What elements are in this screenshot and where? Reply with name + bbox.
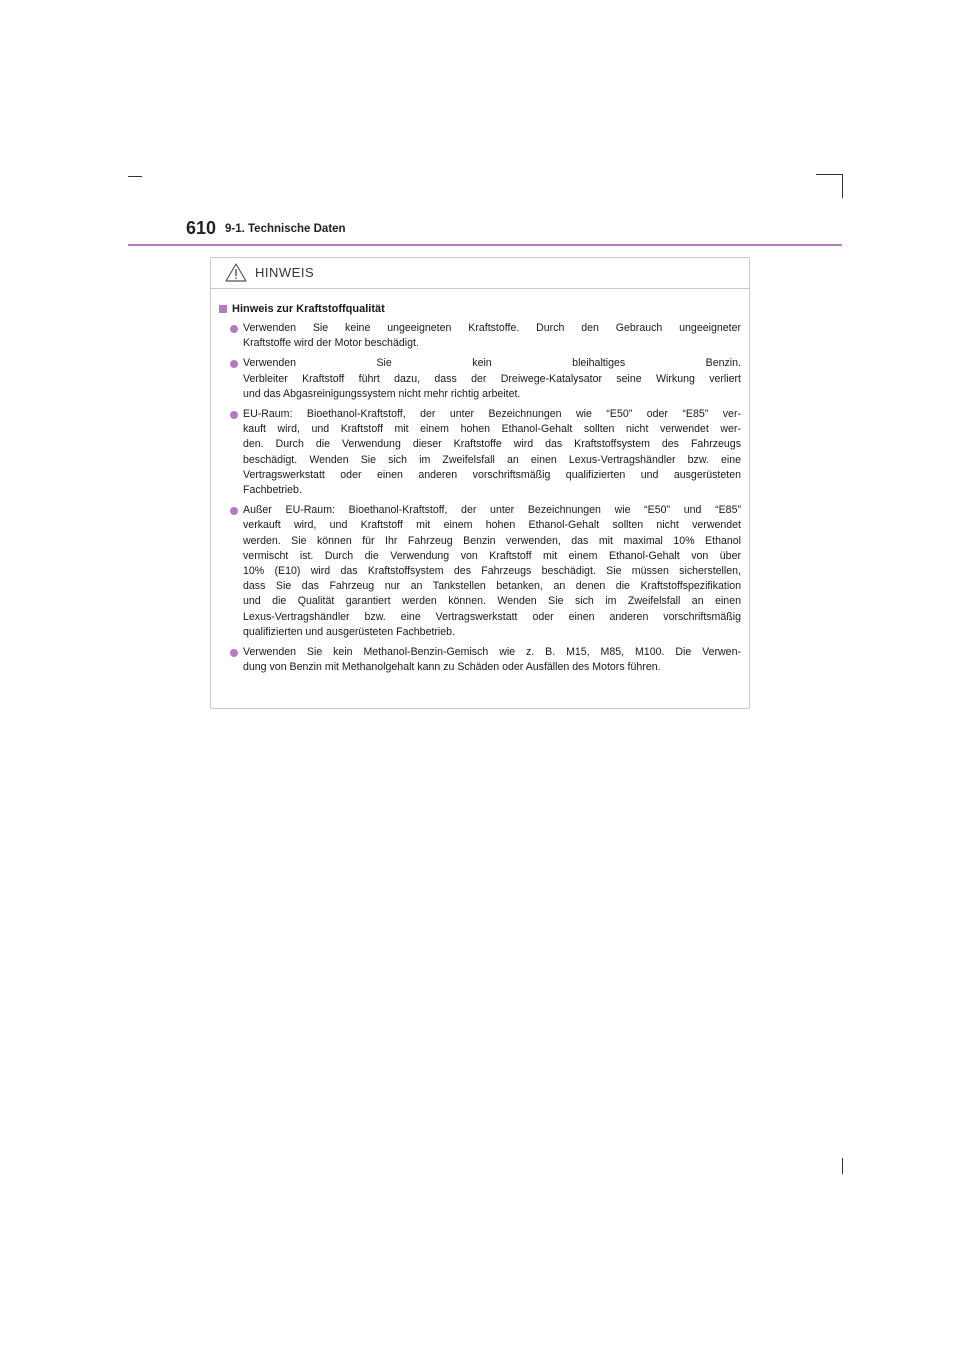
notice-title: HINWEIS bbox=[255, 265, 315, 280]
bullet-text-line: Verbleiter Kraftstoff führt dazu, dass der Dreiwege-Katalysator seine Wirkung verliert bbox=[243, 372, 741, 385]
section-title: 9-1. Technische Daten bbox=[225, 223, 346, 235]
page-header bbox=[128, 218, 842, 246]
bullet-text-line: EU-Raum: Bioethanol-Kraftstoff, der unter Bezeichnungen wie “E50” oder “E85” ver- bbox=[243, 408, 741, 421]
bullet-text-line: vermischt ist. Durch die Verwendung von Kraftstoff mit einem Ethanol-Gehalt von über bbox=[243, 549, 741, 562]
page-number: 610 bbox=[186, 218, 217, 238]
subheading-text: Hinweis zur Kraftstoffqualität bbox=[232, 303, 385, 315]
notice-header bbox=[211, 258, 749, 289]
bullet-text-line: kauft wird, und Kraftstoff mit einem hohen Ethanol-Gehalt sollten nicht verwendet wer- bbox=[243, 423, 741, 436]
list-item bbox=[219, 407, 741, 498]
bullet-text-line: 10% (E10) wird das Kraftstoffsystem des Fahrzeugs beschädigt. Sie müssen sicherstellen, bbox=[243, 565, 741, 578]
crop-mark-bottom-right bbox=[842, 1158, 843, 1174]
square-bullet-icon bbox=[219, 305, 227, 313]
bullet-text-line: dung von Benzin mit Methanolgehalt kann zu Schäden oder Ausfällen des Motors führen. bbox=[243, 661, 661, 674]
crop-mark-top-right-h bbox=[816, 174, 842, 175]
list-item bbox=[219, 321, 741, 351]
bullet-text-line: und die Qualität garantiert werden können. Wenden Sie sich im Zweifelsfall an einen bbox=[243, 595, 741, 608]
header-rule bbox=[128, 244, 842, 246]
circle-bullet-icon bbox=[230, 649, 238, 657]
bullet-text-line: verkauft wird, und Kraftstoff mit einem hohen Ethanol-Gehalt sollten nicht verwendet bbox=[243, 519, 741, 532]
bullet-text-line: Verwenden Sie keine ungeeigneten Kraftstoffe. Durch den Gebrauch ungeeigneter bbox=[243, 322, 741, 334]
notice-subheading bbox=[219, 303, 741, 315]
notice-box bbox=[210, 257, 750, 709]
circle-bullet-icon bbox=[230, 325, 238, 333]
warning-icon bbox=[225, 263, 247, 282]
bullet-text-line: und das Abgasreinigungssystem nicht mehr richtig arbeitet. bbox=[243, 387, 521, 400]
bullet-text-line: Außer EU-Raum: Bioethanol-Kraftstoff, der unter Bezeichnungen wie “E50” und “E85” bbox=[243, 504, 741, 517]
bullet-text-line: den. Durch die Verwendung dieser Kraftstoffe wird das Kraftstoffsystem des Fahrzeugs bbox=[243, 438, 741, 451]
bullet-text-line: werden. Sie können für Ihr Fahrzeug Benzin verwenden, das mit maximal 10% Ethanol bbox=[243, 534, 741, 547]
list-item bbox=[219, 356, 741, 402]
list-item bbox=[219, 645, 741, 675]
circle-bullet-icon bbox=[230, 507, 238, 515]
crop-mark-top-right-v bbox=[842, 174, 843, 198]
notice-body bbox=[211, 289, 749, 675]
bullet-text-line: Lexus-Vertragshändler bzw. eine Vertragswerkstatt oder einen anderen vorschriftsmäßig bbox=[243, 610, 741, 623]
bullet-text-line: beschädigt. Wenden Sie sich im Zweifelsfall an einen Lexus-Vertragshändler bzw. eine bbox=[243, 453, 741, 466]
bullet-text-line: Kraftstoffe wird der Motor beschädigt. bbox=[243, 337, 419, 350]
bullet-text-line: Vertragswerkstatt oder einen anderen vorschriftsmäßig qualifizierten und ausgerüsteten bbox=[243, 468, 741, 481]
list-item bbox=[219, 503, 741, 640]
bullet-text-line: Verwenden Sie kein Methanol-Benzin-Gemisch wie z. B. M15, M85, M100. Die Verwen- bbox=[243, 646, 741, 659]
bullet-text-line: dass Sie das Fahrzeug nur an Tankstellen betanken, an denen die Kraftstoffspezifikation bbox=[243, 580, 741, 593]
bullet-text-line: Fachbetrieb. bbox=[243, 484, 302, 497]
bullet-text-line: Verwenden Sie kein bleihaltiges Benzin. bbox=[243, 357, 741, 370]
crop-mark-top-left bbox=[128, 176, 142, 177]
circle-bullet-icon bbox=[230, 360, 238, 368]
bullet-list bbox=[219, 321, 741, 675]
circle-bullet-icon bbox=[230, 411, 238, 419]
bullet-text-line: qualifizierten und ausgerüsteten Fachbetrieb. bbox=[243, 625, 456, 638]
